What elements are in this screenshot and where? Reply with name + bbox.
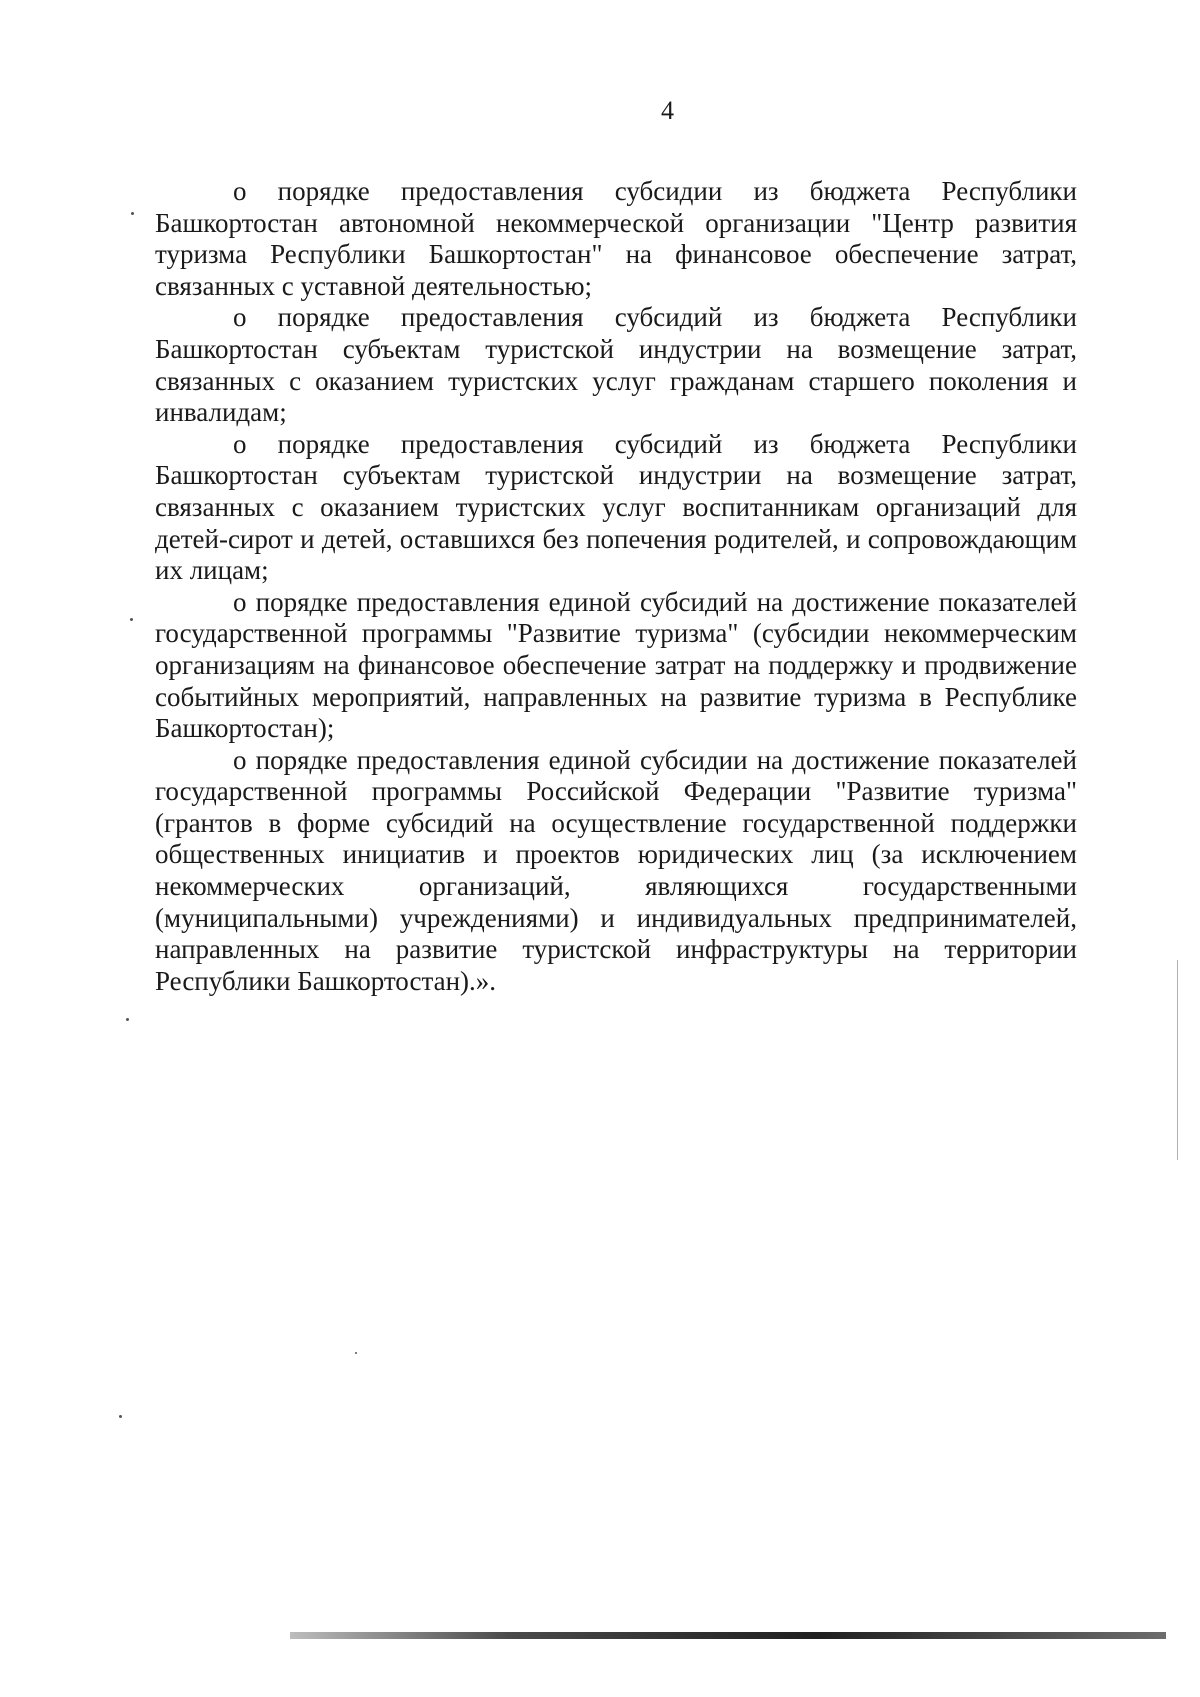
paragraph-unified-subsidy-events: о порядке предоставления единой субсидий на достижение показателей государственной программы "Развитие туризма" (субсидии некоммерческим организациям на финансовое обеспечение затрат на поддержку и продвижение событийных мероприятий, направленных на развитие туризма в Республике Башкортостан);: [155, 586, 1077, 744]
scan-speck: [126, 1018, 129, 1021]
document-body: [155, 176, 1077, 997]
scan-edge-line: [1177, 960, 1178, 1160]
paragraph-subsidy-tourism-center: о порядке предоставления субсидии из бюджета Республики Башкортостан автономной некоммерческой организации "Центр развития туризма Республики Башкортостан" на финансовое обеспечение затрат, связанных с уставной деятельностью;: [155, 176, 1077, 301]
page-number: 4: [661, 96, 674, 125]
scan-speck: [355, 1352, 357, 1354]
paragraph-subsidy-orphans: о порядке предоставления субсидий из бюджета Республики Башкортостан субъектам туристской индустрии на возмещение затрат, связанных с оказанием туристских услуг воспитанникам организаций для детей-сирот и детей, оставшихся без попечения родителей, и сопровождающим их лицам;: [155, 428, 1077, 586]
scan-speck: [131, 212, 134, 215]
scan-speck: [130, 618, 133, 621]
scan-bottom-rule: [290, 1632, 1166, 1639]
paragraph-unified-subsidy-grants: о порядке предоставления единой субсидии на достижение показателей государственной программы Российской Федерации "Развитие туризма" (грантов в форме субсидий на осуществление государственной поддержки общественных инициатив и проектов юридических лиц (за исключением некоммерческих организаций, являющихся государственными (муниципальными) учреждениями) и индивидуальных предпринимателей, направленных на развитие туристской инфраструктуры на территории Республики Башкортостан).».: [155, 744, 1077, 996]
scan-speck: [119, 1415, 122, 1418]
paragraph-subsidy-seniors-disabled: о порядке предоставления субсидий из бюджета Республики Башкортостан субъектам туристской индустрии на возмещение затрат, связанных с оказанием туристских услуг гражданам старшего поколения и инвалидам;: [155, 302, 1077, 428]
